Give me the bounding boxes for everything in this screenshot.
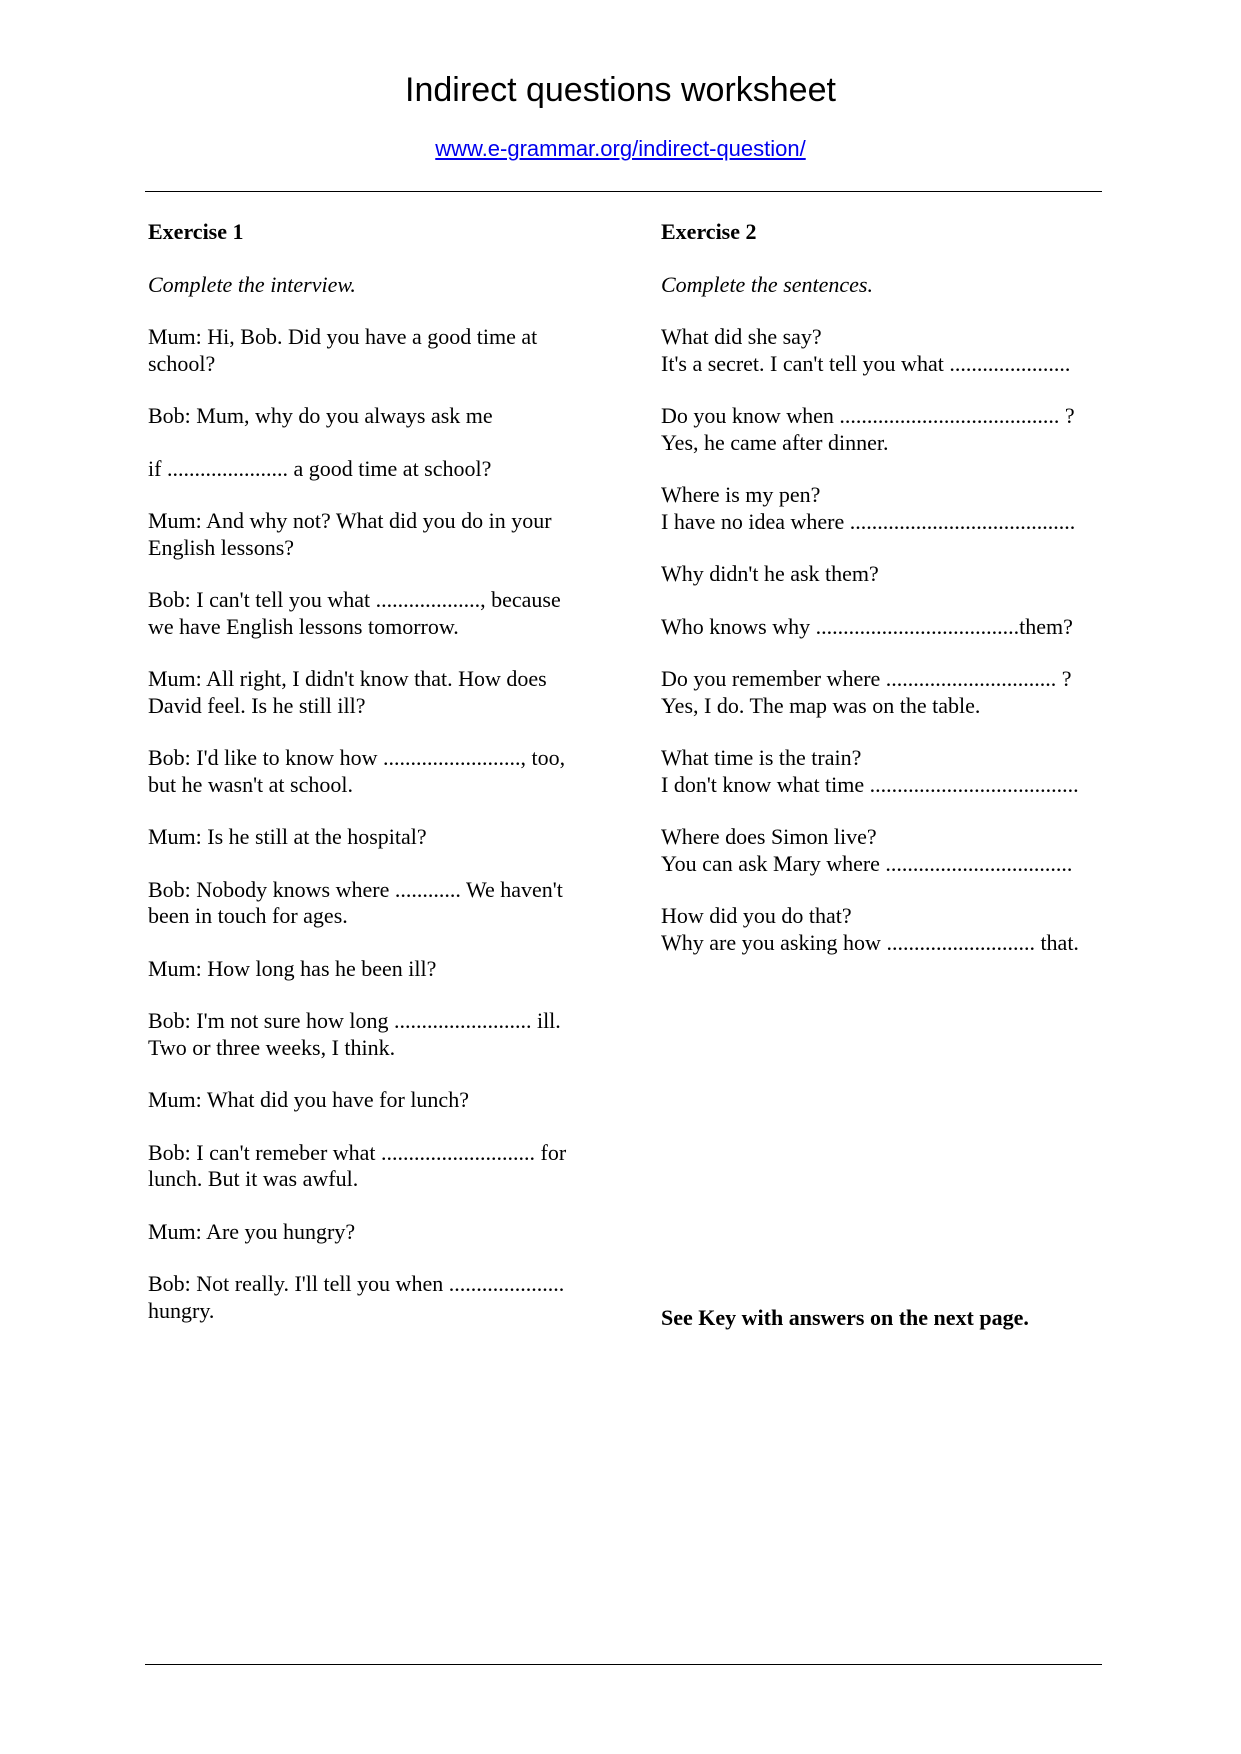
answer-key-note: See Key with answers on the next page. — [661, 1305, 1029, 1330]
exercise-2-line: Where is my pen? I have no idea where ......................................... — [661, 482, 1076, 534]
exercise-1-heading: Exercise 1 — [148, 219, 244, 244]
exercise-1-instruction: Complete the interview. — [148, 271, 356, 297]
exercise-2-instruction: Complete the sentences. — [661, 271, 873, 297]
top-divider — [145, 191, 1102, 192]
bottom-divider — [145, 1664, 1102, 1665]
exercise-2-line: Who knows why .....................................them? — [661, 613, 1073, 639]
exercise-1-line: Mum: Hi, Bob. Did you have a good time at school? — [148, 324, 538, 376]
exercise-1-line: Mum: Are you hungry? — [148, 1218, 356, 1244]
exercise-1-column — [148, 219, 598, 1350]
source-url — [0, 136, 1241, 162]
exercise-1-line: Mum: How long has he been ill? — [148, 955, 437, 981]
exercise-1-line: Bob: I'm not sure how long ......................... ill. Two or three weeks, I think. — [148, 1008, 561, 1060]
exercise-1-line: Bob: Mum, why do you always ask me — [148, 403, 493, 428]
exercise-1-line: Bob: Nobody knows where ............ We haven't been in touch for ages. — [148, 876, 563, 928]
exercise-2-line: Do you remember where ............................... ? Yes, I do. The map was on the table. — [661, 666, 1072, 718]
exercise-2-line: What time is the train? I don't know what time ...................................... — [661, 745, 1079, 797]
exercise-1-line: Mum: Is he still at the hospital? — [148, 824, 427, 849]
exercise-2-column — [661, 219, 1111, 982]
exercise-2-line: Do you know when ........................................ ? Yes, he came after dinner. — [661, 403, 1075, 455]
page-title: Indirect questions worksheet — [405, 71, 836, 109]
exercise-2-line: What did she say? It's a secret. I can't tell you what ...................... — [661, 324, 1071, 376]
exercise-2-line: Why didn't he ask them? — [661, 561, 879, 586]
source-link[interactable]: www.e-grammar.org/indirect-question/ — [435, 136, 806, 161]
exercise-2-heading: Exercise 2 — [661, 219, 757, 244]
exercise-2-line: Where does Simon live? You can ask Mary where .................................. — [661, 824, 1073, 876]
exercise-1-line: if ...................... a good time at school? — [148, 455, 492, 481]
exercise-1-line: Bob: Not really. I'll tell you when ..................... hungry. — [148, 1271, 565, 1323]
exercise-1-line: Bob: I can't tell you what ..................., because we have English lessons tomorrow. — [148, 587, 561, 639]
exercise-1-line: Mum: All right, I didn't know that. How does David feel. Is he still ill? — [148, 666, 547, 718]
exercise-2-line: How did you do that? Why are you asking how ........................... that. — [661, 903, 1079, 955]
exercise-1-line: Mum: What did you have for lunch? — [148, 1087, 469, 1112]
exercise-1-line: Mum: And why not? What did you do in your English lessons? — [148, 508, 552, 560]
exercise-1-line: Bob: I'd like to know how ........................., too, but he wasn't at school. — [148, 745, 566, 797]
exercise-1-line: Bob: I can't remeber what ............................ for lunch. But it was awful. — [148, 1139, 567, 1191]
